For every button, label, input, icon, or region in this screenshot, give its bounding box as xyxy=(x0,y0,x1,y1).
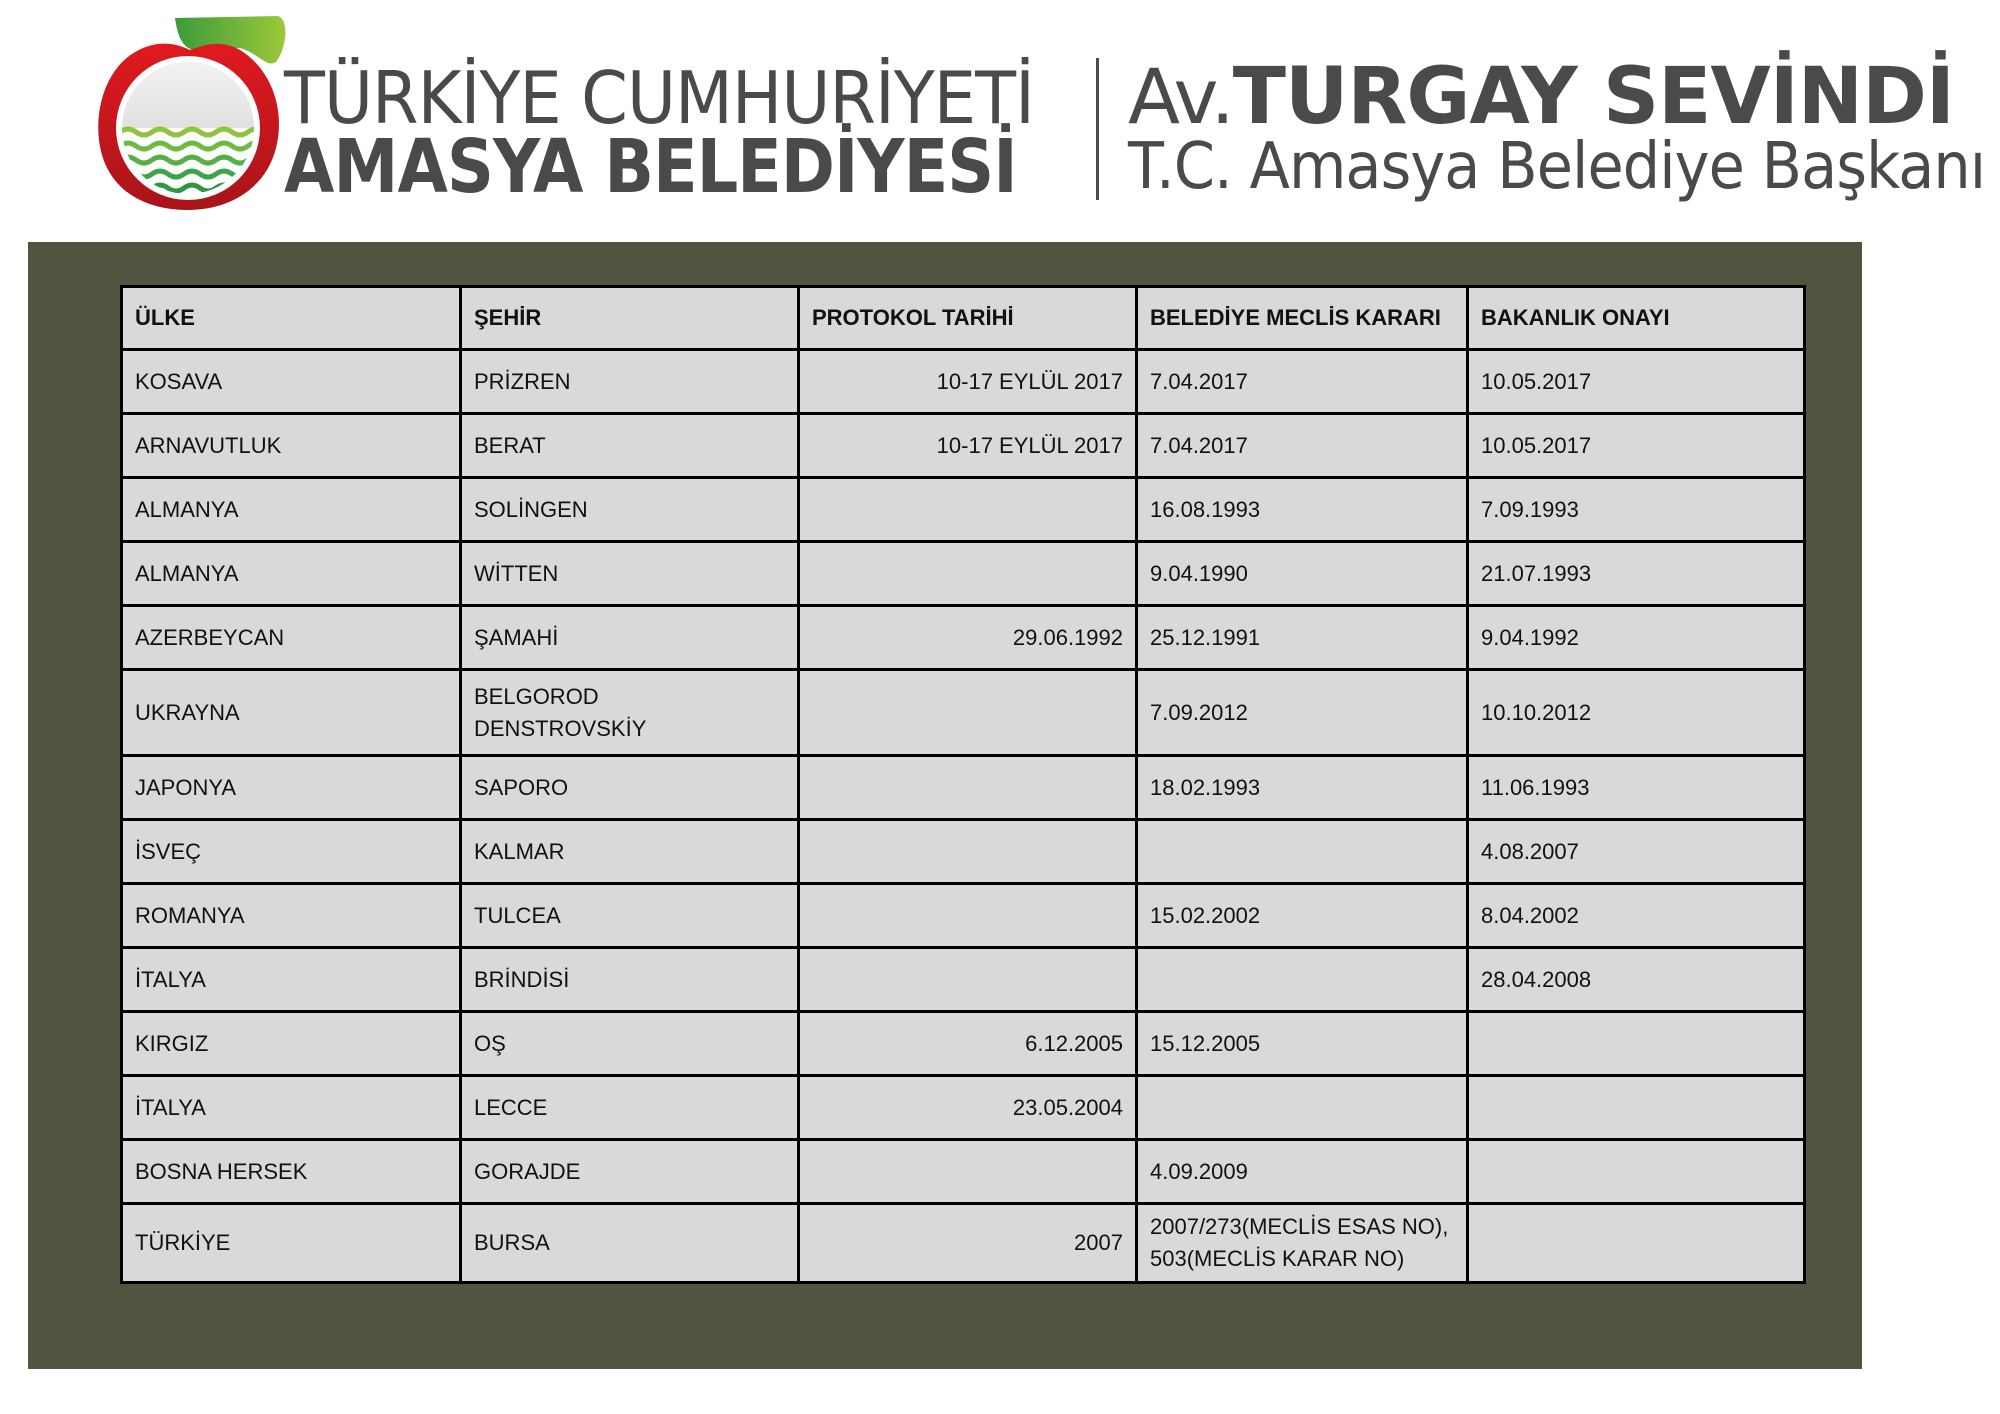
cell-city: SAPORO xyxy=(461,756,799,820)
cell-council-decision: 15.02.2002 xyxy=(1137,884,1468,948)
cell-protocol-date: 2007 xyxy=(799,1204,1137,1283)
cell-city: SOLİNGEN xyxy=(461,478,799,542)
cell-protocol-date xyxy=(799,948,1137,1012)
cell-ministry-approval: 10.10.2012 xyxy=(1468,670,1805,756)
cell-ministry-approval: 9.04.1992 xyxy=(1468,606,1805,670)
cell-city: BURSA xyxy=(461,1204,799,1283)
table-row xyxy=(122,606,1805,670)
cell-country: ROMANYA xyxy=(122,884,461,948)
cell-ministry-approval: 10.05.2017 xyxy=(1468,350,1805,414)
cell-country: UKRAYNA xyxy=(122,670,461,756)
cell-city: GORAJDE xyxy=(461,1140,799,1204)
cell-protocol-date xyxy=(799,670,1137,756)
mayor-name-line xyxy=(1128,52,1954,142)
cell-council-decision: 4.09.2009 xyxy=(1137,1140,1468,1204)
cell-country: BOSNA HERSEK xyxy=(122,1140,461,1204)
org-name-line2: AMASYA BELEDİYESİ xyxy=(284,124,1017,210)
table-row xyxy=(122,1076,1805,1140)
cell-protocol-date xyxy=(799,820,1137,884)
table-row xyxy=(122,756,1805,820)
cell-country: İSVEÇ xyxy=(122,820,461,884)
cell-council-decision xyxy=(1137,820,1468,884)
cell-council-decision-line2: 503(MECLİS KARAR NO) xyxy=(1150,1246,1405,1271)
cell-country: İTALYA xyxy=(122,948,461,1012)
cell-council-decision: 16.08.1993 xyxy=(1137,478,1468,542)
cell-protocol-date xyxy=(799,884,1137,948)
cell-city: ŞAMAHİ xyxy=(461,606,799,670)
cell-ministry-approval: 28.04.2008 xyxy=(1468,948,1805,1012)
cell-country: KIRGIZ xyxy=(122,1012,461,1076)
column-header-city: ŞEHİR xyxy=(461,287,799,350)
table-row xyxy=(122,1140,1805,1204)
cell-protocol-date: 10-17 EYLÜL 2017 xyxy=(799,350,1137,414)
cell-ministry-approval: 4.08.2007 xyxy=(1468,820,1805,884)
table-row xyxy=(122,350,1805,414)
cell-city: PRİZREN xyxy=(461,350,799,414)
table-row xyxy=(122,478,1805,542)
cell-council-decision: 7.04.2017 xyxy=(1137,350,1468,414)
cell-ministry-approval xyxy=(1468,1012,1805,1076)
table-row xyxy=(122,948,1805,1012)
amasya-apple-logo-icon xyxy=(90,10,290,215)
table-header-row xyxy=(122,287,1805,350)
cell-protocol-date: 29.06.1992 xyxy=(799,606,1137,670)
cell-council-decision: 9.04.1990 xyxy=(1137,542,1468,606)
cell-city: KALMAR xyxy=(461,820,799,884)
cell-protocol-date: 10-17 EYLÜL 2017 xyxy=(799,414,1137,478)
cell-council-decision: 15.12.2005 xyxy=(1137,1012,1468,1076)
cell-ministry-approval xyxy=(1468,1140,1805,1204)
cell-council-decision xyxy=(1137,948,1468,1012)
cell-ministry-approval xyxy=(1468,1076,1805,1140)
cell-ministry-approval: 11.06.1993 xyxy=(1468,756,1805,820)
cell-council-decision-line1: 2007/273(MECLİS ESAS NO), xyxy=(1150,1214,1449,1239)
header-divider xyxy=(1096,58,1099,200)
cell-city: BRİNDİSİ xyxy=(461,948,799,1012)
page-header xyxy=(0,0,2000,240)
cell-city: BERAT xyxy=(461,414,799,478)
sister-cities-table xyxy=(120,285,1806,1284)
cell-city xyxy=(461,670,799,756)
cell-ministry-approval: 8.04.2002 xyxy=(1468,884,1805,948)
cell-ministry-approval: 21.07.1993 xyxy=(1468,542,1805,606)
cell-country: ARNAVUTLUK xyxy=(122,414,461,478)
cell-country: AZERBEYCAN xyxy=(122,606,461,670)
column-header-country: ÜLKE xyxy=(122,287,461,350)
cell-ministry-approval: 10.05.2017 xyxy=(1468,414,1805,478)
cell-city: TULCEA xyxy=(461,884,799,948)
mayor-title: T.C. Amasya Belediye Başkanı xyxy=(1128,130,1986,204)
cell-protocol-date xyxy=(799,478,1137,542)
cell-country: İTALYA xyxy=(122,1076,461,1140)
cell-council-decision: 7.04.2017 xyxy=(1137,414,1468,478)
cell-protocol-date xyxy=(799,542,1137,606)
cell-protocol-date xyxy=(799,756,1137,820)
cell-country: ALMANYA xyxy=(122,542,461,606)
org-name-line1: TÜRKİYE CUMHURİYETİ xyxy=(284,56,1034,140)
cell-council-decision: 18.02.1993 xyxy=(1137,756,1468,820)
cell-country: ALMANYA xyxy=(122,478,461,542)
cell-city: OŞ xyxy=(461,1012,799,1076)
table-row xyxy=(122,1204,1805,1283)
cell-city: WİTTEN xyxy=(461,542,799,606)
column-header-ministry-approval: BAKANLIK ONAYI xyxy=(1468,287,1805,350)
table-row xyxy=(122,542,1805,606)
cell-council-decision xyxy=(1137,1076,1468,1140)
table-row xyxy=(122,670,1805,756)
cell-council-decision: 7.09.2012 xyxy=(1137,670,1468,756)
table-row xyxy=(122,1012,1805,1076)
cell-protocol-date: 23.05.2004 xyxy=(799,1076,1137,1140)
table-row xyxy=(122,414,1805,478)
cell-protocol-date xyxy=(799,1140,1137,1204)
cell-country: TÜRKİYE xyxy=(122,1204,461,1283)
column-header-protocol-date: PROTOKOL TARİHİ xyxy=(799,287,1137,350)
cell-city-line2: DENSTROVSKİY xyxy=(474,715,647,741)
cell-city-line1: BELGOROD xyxy=(474,683,599,709)
table-row xyxy=(122,884,1805,948)
cell-ministry-approval xyxy=(1468,1204,1805,1283)
mayor-prefix: Av. xyxy=(1128,52,1233,141)
cell-city: LECCE xyxy=(461,1076,799,1140)
cell-country: JAPONYA xyxy=(122,756,461,820)
cell-protocol-date: 6.12.2005 xyxy=(799,1012,1137,1076)
cell-country: KOSAVA xyxy=(122,350,461,414)
column-header-council-decision: BELEDİYE MECLİS KARARI xyxy=(1137,287,1468,350)
table-row xyxy=(122,820,1805,884)
cell-council-decision xyxy=(1137,1204,1468,1283)
cell-ministry-approval: 7.09.1993 xyxy=(1468,478,1805,542)
mayor-name: TURGAY SEVİNDİ xyxy=(1232,52,1954,142)
cell-council-decision: 25.12.1991 xyxy=(1137,606,1468,670)
